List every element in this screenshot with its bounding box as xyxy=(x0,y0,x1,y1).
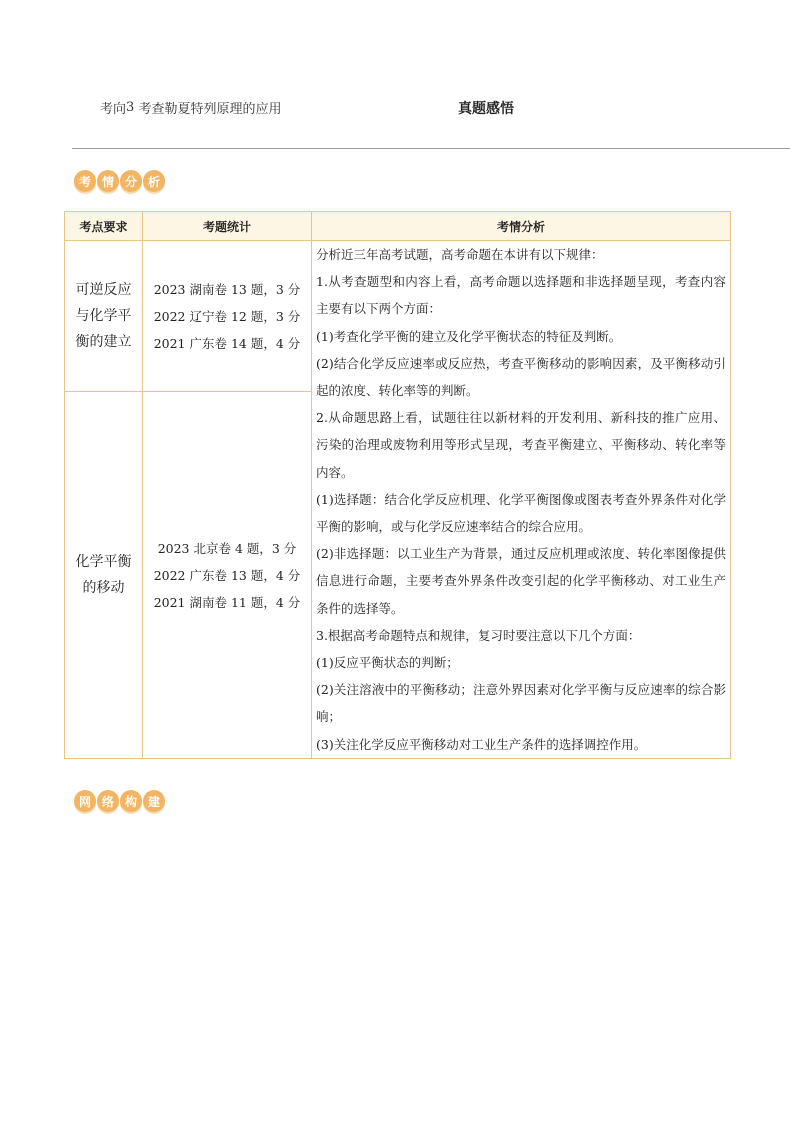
analysis-paragraph: (2)结合化学反应速率或反应热，考查平衡移动的影响因素，及平衡移动引起的浓度、转化率等的判断。 xyxy=(316,355,726,399)
header-requirement: 考点要求 xyxy=(65,212,143,241)
header-statistics: 考题统计 xyxy=(143,212,312,241)
header-divider xyxy=(72,148,790,149)
header-analysis: 考情分析 xyxy=(312,212,731,241)
requirement-cell: 可逆反应 与化学平 衡的建立 xyxy=(65,241,143,392)
section-badge-analysis xyxy=(74,170,166,198)
header-number: 3 xyxy=(126,100,135,115)
table-row xyxy=(65,241,731,392)
page-title: 真题感悟 xyxy=(458,101,514,117)
header-prefix: 考向 xyxy=(100,102,127,117)
badge-char: 考 xyxy=(74,170,96,192)
analysis-paragraph: (2)非选择题：以工业生产为背景，通过反应机理或浓度、转化率图像提供信息进行命题，主要考查外界条件改变引起的化学平衡移动、对工业生产条件的选择等。 xyxy=(316,546,726,616)
analysis-paragraph: 1.从考查题型和内容上看，高考命题以选择题和非选择题呈现，考查内容主要有以下两个方面： xyxy=(316,274,726,317)
analysis-paragraph: (1)反应平衡状态的判断； xyxy=(316,655,459,671)
badge-char: 建 xyxy=(143,790,165,812)
badge-char: 构 xyxy=(120,790,142,812)
analysis-paragraph: (1)选择题：结合化学反应机理、化学平衡图像或图表考查外界条件对化学平衡的影响，或与化学反应速率结合的综合应用。 xyxy=(316,491,726,535)
badge-char: 网 xyxy=(74,790,96,812)
analysis-paragraph: (2)关注溶液中的平衡移动；注意外界因素对化学平衡与反应速率的综合影响； xyxy=(316,682,726,725)
statistics-cell: 2023 湖南卷 13 题，3 分 2022 辽宁卷 12 题，3 分 2021 广东卷 14 题，4 分 xyxy=(143,241,312,392)
badge-char: 情 xyxy=(97,170,119,192)
analysis-paragraph: 2.从命题思路上看，试题往往以新材料的开发利用、新科技的推广应用、污染的治理或废物利用等形式呈现，考查平衡建立、平衡移动、转化率等内容。 xyxy=(316,410,726,480)
analysis-paragraph: 3.根据高考命题特点和规律，复习时要注意以下几个方面： xyxy=(316,627,641,643)
header-topic-text: 考查勒夏特列原理的应用 xyxy=(138,102,282,117)
analysis-paragraph: (1)考查化学平衡的建立及化学平衡状态的特征及判断。 xyxy=(316,328,622,344)
badge-char: 络 xyxy=(97,790,119,812)
exam-analysis-table xyxy=(64,211,731,759)
requirement-cell: 化学平衡 的移动 xyxy=(65,392,143,759)
statistics-cell: 2023 北京卷 4 题，3 分 2022 广东卷 13 题，4 分 2021 湖南卷 11 题，4 分 xyxy=(143,392,312,759)
analysis-paragraph: 分析近三年高考试题，高考命题在本讲有以下规律： xyxy=(316,247,604,262)
header-topic xyxy=(100,98,281,117)
analysis-cell xyxy=(312,241,731,759)
badge-char: 析 xyxy=(143,170,165,192)
section-badge-network xyxy=(74,790,166,818)
badge-char: 分 xyxy=(120,170,142,192)
analysis-paragraph: (3)关注化学反应平衡移动对工业生产条件的选择调控作用。 xyxy=(316,736,647,752)
